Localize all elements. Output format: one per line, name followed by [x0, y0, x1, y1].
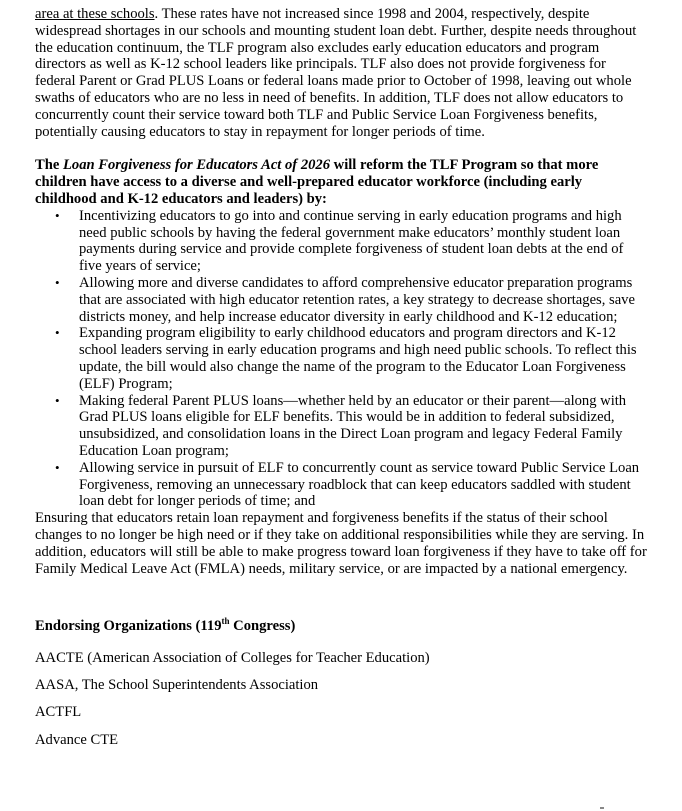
page-edge-mark [600, 807, 604, 809]
heading-suffix: Congress) [229, 618, 296, 635]
organization-item: ACTFL [35, 704, 82, 721]
lead-suffix: will reform the TLF Program so that more children have access to a diverse and well-prepared educator workforce (including early childhood and K-12 educators and leaders) by: [35, 157, 599, 207]
list-item [35, 460, 647, 510]
intro-paragraph [35, 6, 647, 140]
list-item [35, 275, 647, 325]
list-item-text: Expanding program eligibility to early childhood educators and program directors and K-12 school leaders serving in early education programs and high need public schools. To reflect this update, the bill would also change the name of the program to the Educator Loan Forgiveness (ELF) Program; [79, 325, 637, 392]
lead-prefix: The [35, 157, 63, 174]
list-item-text: Allowing more and diverse candidates to afford comprehensive educator preparation programs that are associated with high educator retention rates, a key strategy to decrease shortages, save districts money, and help increase educator diversity in early childhood and K-12 education; [79, 274, 635, 325]
bullet-icon: • [55, 325, 60, 341]
list-item-text: Allowing service in pursuit of ELF to concurrently count as service toward Public Service Loan Forgiveness, removing an unnecessary roadblock that can keep educators saddled with student loan debt for longer periods of time; and [79, 459, 640, 510]
bullet-icon: • [55, 392, 60, 408]
list-item [35, 208, 647, 275]
list-item [35, 393, 647, 460]
organization-item: AASA, The School Superintendents Association [35, 676, 319, 693]
reform-bullet-list [35, 208, 647, 510]
intro-underlined-text: area at these schools [35, 6, 155, 22]
bullet-icon: • [55, 207, 60, 223]
list-item-text: Making federal Parent PLUS loans—whether held by an educator or their parent—along with Grad PLUS loans eligible for ELF benefits. This would be in addition to federal subsidized, unsubsidized, and consolidation loans in the Direct Loan program and legacy Federal Family Education Loan program; [79, 392, 627, 459]
bullet-icon: • [55, 274, 60, 290]
closing-paragraph: Ensuring that educators retain loan repayment and forgiveness benefits if the status of their school changes to no longer be high need or if they take on additional responsibilities while they are serving. In addition, educators will still be able to make progress toward loan forgiveness if they have to take off for Family Medical Leave Act (FMLA) needs, military service, or are impacted by a national emergency. [35, 510, 647, 577]
list-item [35, 325, 647, 392]
act-title: Loan Forgiveness for Educators Act of 2026 [62, 157, 331, 174]
heading-prefix: Endorsing Organizations (119 [35, 618, 222, 635]
list-item-text: Incentivizing educators to go into and continue serving in early education programs and high need public schools by having the federal government make educators’ monthly student loan payments during service and provide complete forgiveness of student loan debts at the end of five years of service; [79, 207, 624, 275]
act-lead-paragraph [35, 157, 647, 207]
bullet-icon: • [55, 459, 60, 475]
heading-superscript: th [221, 616, 230, 627]
organization-item: AACTE (American Association of Colleges for Teacher Education) [35, 649, 430, 666]
intro-text: . These rates have not increased since 1998 and 2004, respectively, despite widespread shortages in our schools and mounting student loan debt. Further, despite needs throughout the education continuum, the TLF program also excludes early education educators and program directors as well as K-12 school leaders like principals. TLF also does not provide forgiveness for federal Parent or Grad PLUS Loans or federal loans made prior to October of 1998, leaving out whole swaths of educators who are no less in need of benefits. In addition, TLF does not allow educators to concurrently count their service toward both TLF and Public Service Loan Forgiveness benefits, potentially causing educators to stay in repayment for longer periods of time. [35, 6, 637, 140]
document-page [35, 6, 647, 748]
endorsing-organizations-heading [35, 618, 647, 635]
organization-item: Advance CTE [35, 731, 119, 748]
